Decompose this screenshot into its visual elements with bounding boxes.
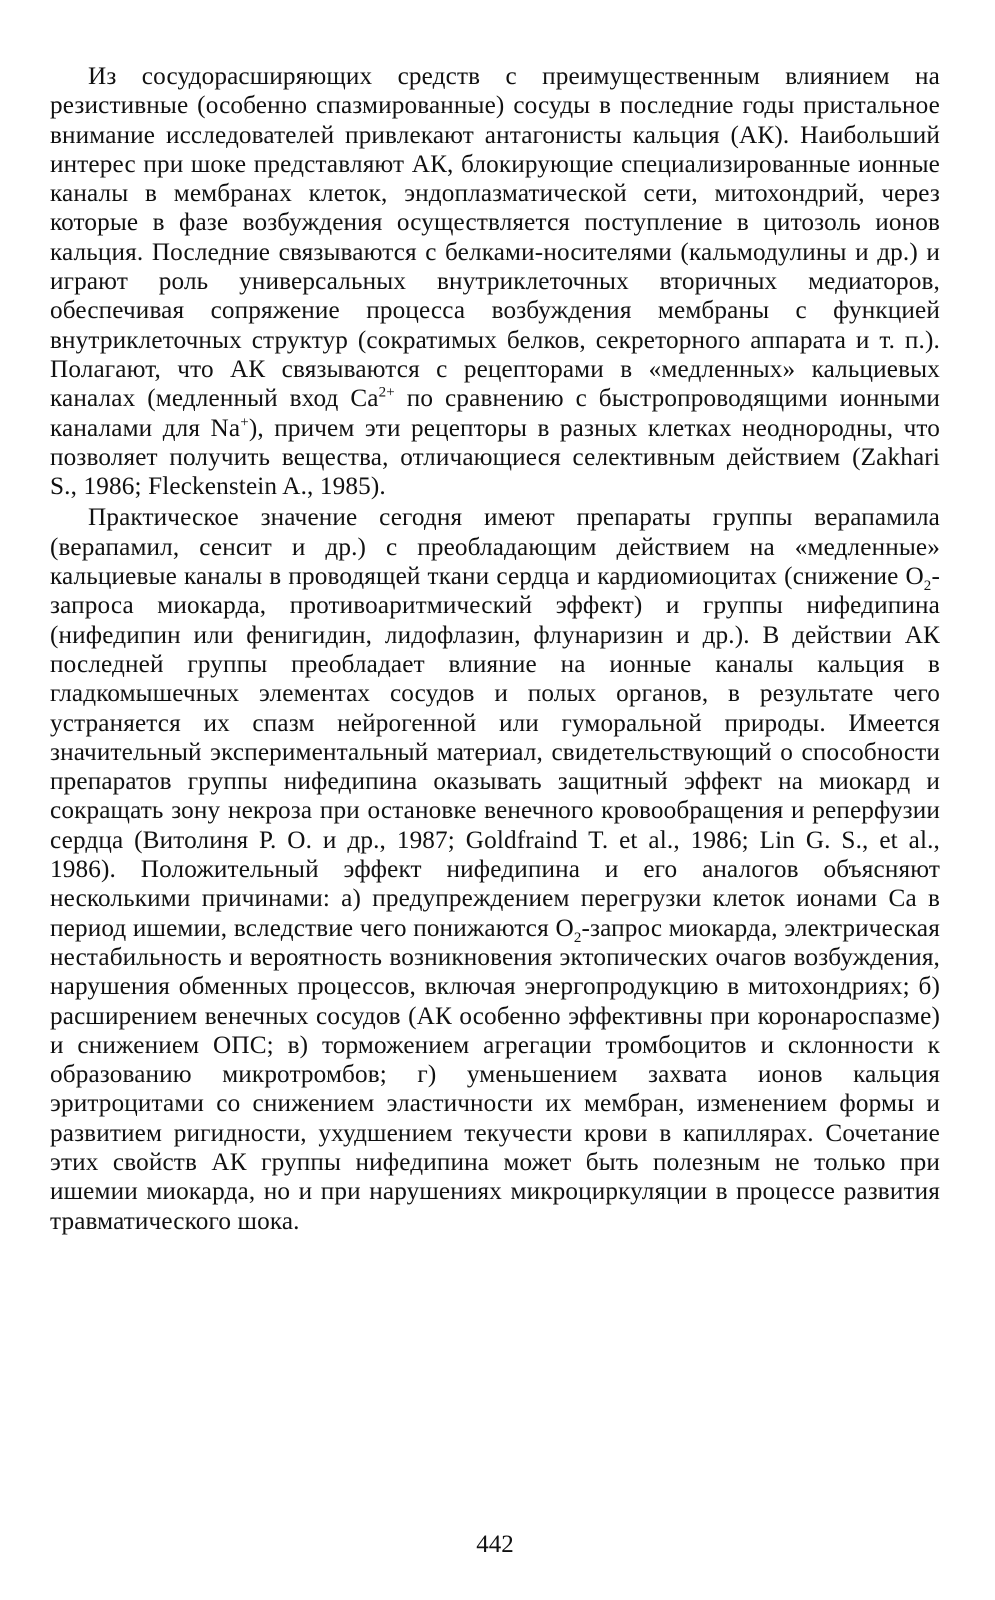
text-run: ), причем эти рецепторы в разных клетках неоднородны, что позволяет получить вещества, отличающиеся селективным действием (Zakhari S., 1986; Fleckenstein A., 1985). [50, 414, 940, 501]
text-run: Из сосудорасширяющих средств с преимущественным влиянием на резистивные (особенно спазмированные) сосуды в последние годы пристальное внимание исследователей привлекают антагонисты кальция (АК). Наибольший интерес при шоке представляют АК, блокирующие специализированные ионные каналы в мембранах клеток, эндоплазматической сети, митохондрий, через которые в фазе возбуждения осуществляется поступление в цитозоль ионов кальция. Последние связываются с белками-носителями (кальмодулины и др.) и играют роль универсальных внутриклеточных вторичных медиаторов, обеспечивая сопряжение процесса возбуждения мембраны с функцией внутриклеточных структур (сократимых белков, секреторного аппарата и т. п.). Полагают, что АК связываются с рецепторами в «медленных» кальциевых каналах (медленный вход Ca [50, 63, 940, 413]
superscript-run: + [240, 414, 249, 431]
subscript-run: 2 [573, 929, 582, 946]
superscript-run: 2+ [378, 384, 395, 401]
book-page [50, 62, 940, 1582]
page-number: 442 [476, 1531, 514, 1558]
text-run: -запрос миокарда, электрическая нестабильность и вероятность возникновения эктопических очагов возбуждения, нарушения обменных процессов, включая энергопродукцию в митохондриях; б) расширением венечных сосудов (АК особенно эффективны при коронароспазме) и снижением ОПС; в) торможением агрегации тромбоцитов и склонности к образованию микротромбов; г) уменьшением захвата ионов кальция эритроцитами со снижением эластичности их мембран, изменением формы и развитием ригидности, ухудшением текучести крови в капиллярах. Сочетание этих свойств АК группы нифедипина может быть полезным не только при ишемии миокарда, но и при нарушениях микроциркуляции в процессе развития травматического шока. [50, 914, 940, 1235]
text-run: по сравнению с быстропроводящими ионными каналами для Na [50, 385, 941, 442]
paragraph-verapamil-nifedipine [50, 503, 940, 1235]
text-run: Практическое значение сегодня имеют препараты группы верапамила (верапамил, сенсит и др.) с преобладающим действием на «медленные» кальциевые каналы в проводящей ткани сердца и кардиомиоцитах (снижение O [50, 504, 940, 591]
subscript-run: 2 [923, 578, 932, 595]
paragraph-calcium-antagonists [50, 62, 940, 501]
text-run: -запроса миокарда, противоаритмический эффект) и группы нифедипина (нифедипин или фенигидин, лидофлазин, флунаризин и др.). В действии АК последней группы преобладает влияние на ионные каналы кальция в гладкомышечных элементах сосудов и полых органов, в результате чего устраняется их спазм нейрогенной или гуморальной природы. Имеется значительный экспериментальный материал, свидетельствующий о способности препаратов группы нифедипина оказывать защитный эффект на миокард и сокращать зону некроза при остановке венечного кровообращения и реперфузии сердца (Витолиня Р. О. и др., 1987; Goldfraind T. et al., 1986; Lin G. S., et al., 1986). Положительный эффект нифедипина и его аналогов объясняют несколькими причинами: а) предупреждением перегрузки клеток ионами Са в период ишемии, вследствие чего понижаются O [50, 563, 940, 942]
body-text [50, 62, 940, 1236]
